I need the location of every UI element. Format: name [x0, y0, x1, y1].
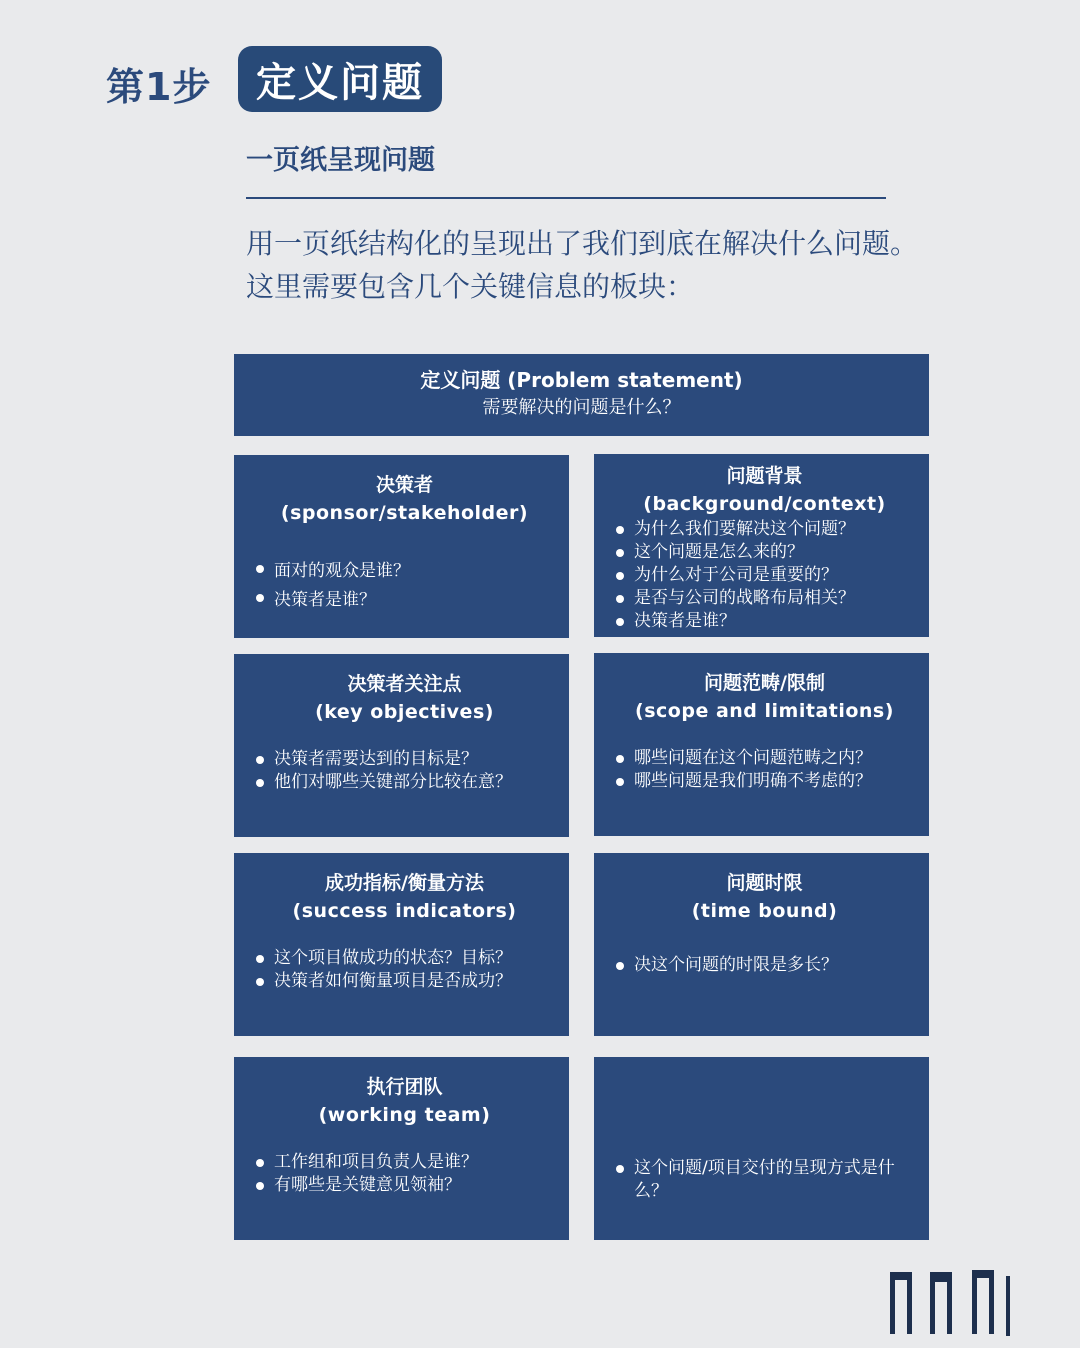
card-bullets [254, 1151, 555, 1197]
list-item: 哪些问题是我们明确不考虑的？ [614, 770, 915, 793]
card-subtitle: (background/context) [643, 493, 886, 515]
card-title: 决策者关注点 [347, 673, 462, 695]
card-subtitle: (key objectives) [315, 701, 494, 723]
list-item: 决策者是谁？ [614, 610, 915, 633]
card-bullets [254, 557, 555, 615]
list-item: 有哪些是关键意见领袖？ [254, 1174, 555, 1197]
card-subtitle: (success indicators) [292, 900, 517, 922]
card-subtitle: (scope and limitations) [635, 700, 894, 722]
divider [246, 197, 886, 199]
list-item: 是否与公司的战略布局相关？ [614, 587, 915, 610]
card-key-objectives [234, 654, 569, 837]
list-item: 决策者需要达到的目标是？ [254, 748, 555, 771]
card-bullets [614, 518, 915, 633]
list-item: 哪些问题在这个问题范畴之内？ [614, 747, 915, 770]
page-title: 定义问题 [238, 46, 442, 112]
card-time-bound [594, 853, 929, 1036]
problem-statement-question: 需要解决的问题是什么？ [482, 397, 681, 418]
card-scope [594, 653, 929, 836]
card-title: 成功指标/衡量方法 [325, 872, 484, 894]
card-title: 执行团队 [366, 1076, 443, 1098]
card-bullets [254, 748, 555, 794]
list-item: 决这个问题的时限是多长？ [614, 954, 915, 977]
list-item: 面对的观众是谁？ [254, 557, 555, 586]
list-item: 工作组和项目负责人是谁？ [254, 1151, 555, 1174]
intro-paragraph: 用一页纸结构化的呈现出了我们到底在解决什么问题。这里需要包含几个关键信息的板块： [246, 227, 919, 303]
card-bullets [254, 947, 555, 993]
list-item: 这个项目做成功的状态？目标？ [254, 947, 555, 970]
card-deliverable [594, 1057, 929, 1240]
list-item: 这个问题是怎么来的？ [614, 541, 915, 564]
card-bullets [614, 747, 915, 793]
card-subtitle: (sponsor/stakeholder) [280, 502, 529, 524]
card-sponsor [234, 455, 569, 638]
card-bullets [614, 1157, 915, 1203]
list-item: 他们对哪些关键部分比较在意？ [254, 771, 555, 794]
card-background [594, 454, 929, 637]
list-item: 决策者如何衡量项目是否成功？ [254, 970, 555, 993]
card-title: 问题范畴/限制 [704, 672, 825, 694]
list-item: 这个问题/项目交付的呈现方式是什么？ [614, 1157, 915, 1203]
card-bullets [614, 954, 915, 977]
card-title: 问题时限 [726, 872, 803, 894]
card-success-indicators [234, 853, 569, 1036]
section-subtitle: 一页纸呈现问题 [246, 145, 435, 176]
card-title: 决策者 [375, 474, 433, 496]
problem-statement-title: 定义问题 (Problem statement) [420, 368, 743, 392]
list-item: 为什么对于公司是重要的？ [614, 564, 915, 587]
card-title: 问题背景 [726, 465, 803, 487]
problem-statement-box [234, 354, 929, 436]
step-label: 第1步 [106, 65, 212, 109]
list-item: 为什么我们要解决这个问题？ [614, 518, 915, 541]
card-working-team [234, 1057, 569, 1240]
card-subtitle: (working team) [318, 1104, 491, 1126]
card-subtitle: (time bound) [691, 900, 838, 922]
logo-icon [886, 1268, 1016, 1338]
list-item: 决策者是谁？ [254, 586, 555, 615]
